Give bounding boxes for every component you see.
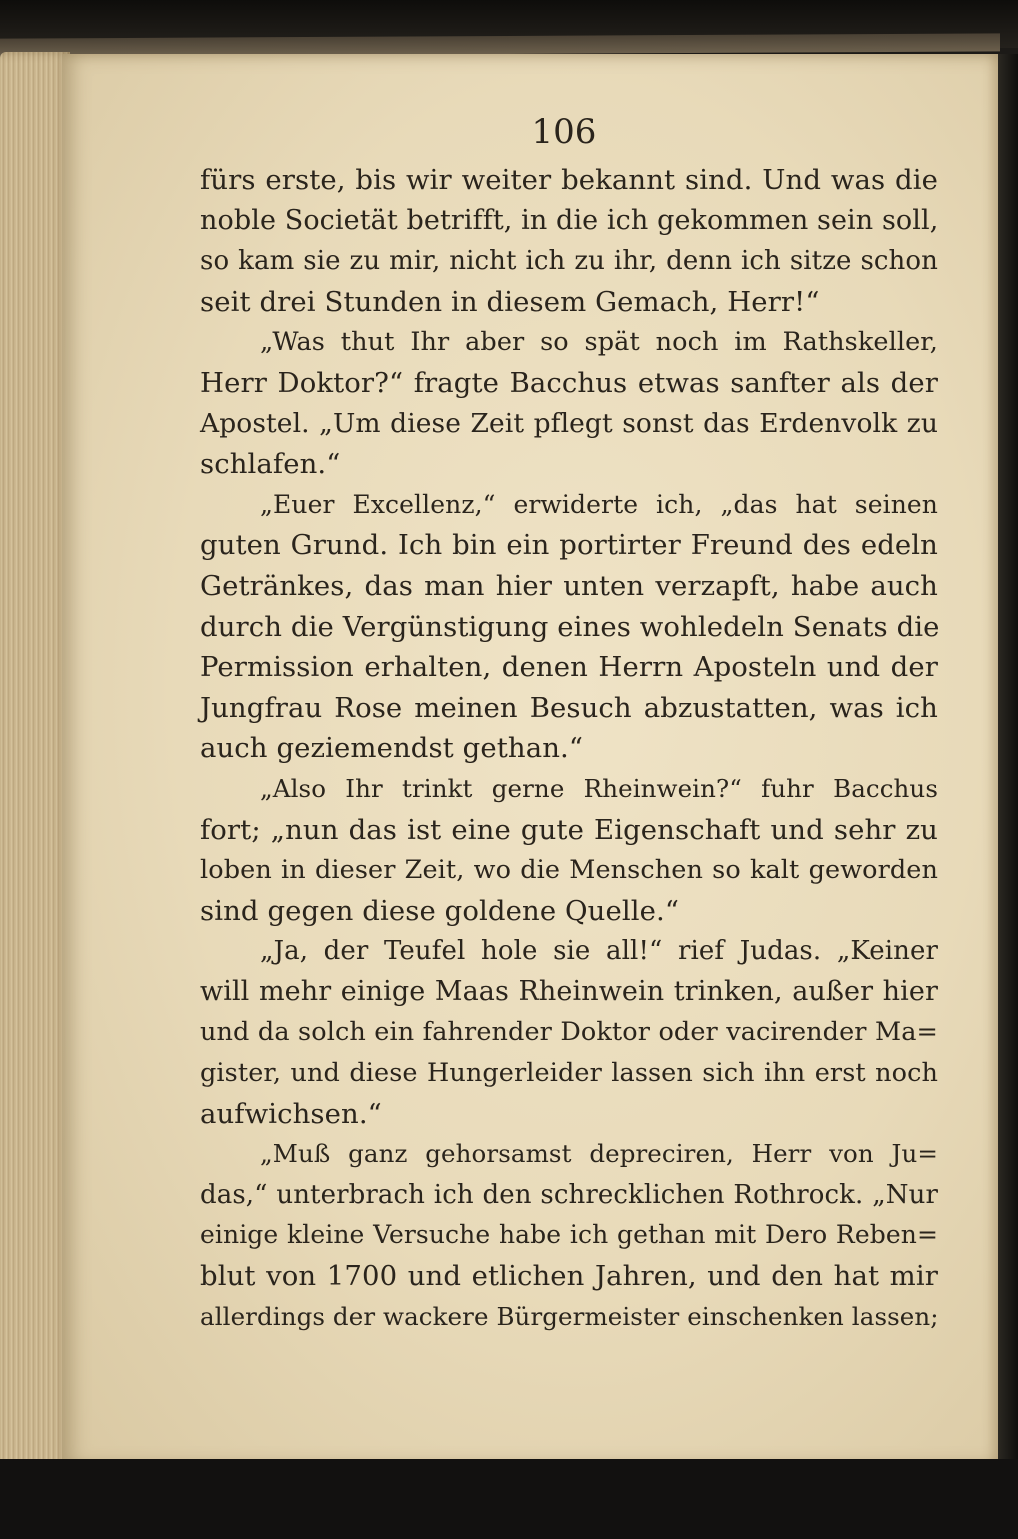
text-line: Permission erhalten, denen Herrn Aposteln und der bbox=[200, 651, 938, 684]
text-line: Jungfrau Rose meinen Besuch abzustatten, was ich bbox=[200, 691, 938, 724]
text-line: Getränkes, das man hier unten verzapft, habe auch bbox=[200, 569, 938, 602]
text-line: „Muß ganz gehorsamst depreciren, Herr von Ju= bbox=[260, 1139, 938, 1169]
text-line: noble Societät betrifft, in die ich gekommen sein soll, bbox=[200, 204, 939, 236]
text-line: „Also Ihr trinkt gerne Rheinwein?“ fuhr Bacchus bbox=[260, 773, 938, 803]
text-line: blut von 1700 und etlichen Jahren, und den hat mir bbox=[200, 1260, 938, 1293]
text-line: gister, und diese Hungerleider lassen sich ihn erst noch bbox=[200, 1058, 938, 1089]
page-edges bbox=[0, 52, 70, 1472]
text-line: auch geziemendst gethan.“ bbox=[200, 732, 584, 765]
text-line: so kam sie zu mir, nicht ich zu ihr, denn ich sitze schon bbox=[200, 246, 938, 277]
right-background bbox=[998, 54, 1018, 1466]
text-line: fort; „nun das ist eine gute Eigenschaft und sehr zu bbox=[200, 813, 938, 846]
text-line: das,“ unterbrach ich den schrecklichen Rothrock. „Nur bbox=[200, 1179, 938, 1210]
text-line: „Was thut Ihr aber so spät noch im Rathskeller, bbox=[260, 327, 938, 358]
text-line: seit drei Stunden in diesem Gemach, Herr!“ bbox=[200, 285, 820, 318]
text-line: will mehr einige Maas Rheinwein trinken, außer hier bbox=[200, 975, 938, 1007]
text-line: sind gegen diese goldene Quelle.“ bbox=[200, 894, 680, 927]
text-line: allerdings der wackere Bürgermeister einschenken lassen; bbox=[200, 1301, 939, 1331]
text-line: „Euer Excellenz,“ erwiderte ich, „das hat seinen bbox=[260, 489, 938, 519]
text-line: schlafen.“ bbox=[200, 448, 341, 481]
text-line: „Ja, der Teufel hole sie all!“ rief Judas. „Keiner bbox=[260, 936, 938, 967]
text-line: durch die Vergünstigung eines wohledeln Senats die bbox=[200, 610, 940, 643]
text-line: guten Grund. Ich bin ein portirter Freund des edeln bbox=[200, 529, 938, 562]
bottom-background bbox=[0, 1459, 1018, 1539]
text-line: aufwichsen.“ bbox=[200, 1097, 382, 1130]
text-line: Herr Doktor?“ fragte Bacchus etwas sanfter als der bbox=[200, 366, 938, 399]
text-line: loben in dieser Zeit, wo die Menschen so kalt geworden bbox=[200, 855, 938, 886]
text-line: Apostel. „Um diese Zeit pflegt sonst das Erdenvolk zu bbox=[200, 407, 938, 439]
text-line: fürs erste, bis wir weiter bekannt sind. Und was die bbox=[200, 164, 938, 196]
text-line: und da solch ein fahrender Doktor oder vacirender Ma= bbox=[200, 1017, 938, 1048]
page-number: 106 bbox=[531, 112, 597, 152]
text-line: einige kleine Versuche habe ich gethan mit Dero Reben= bbox=[200, 1220, 938, 1250]
body-text bbox=[200, 160, 938, 1337]
